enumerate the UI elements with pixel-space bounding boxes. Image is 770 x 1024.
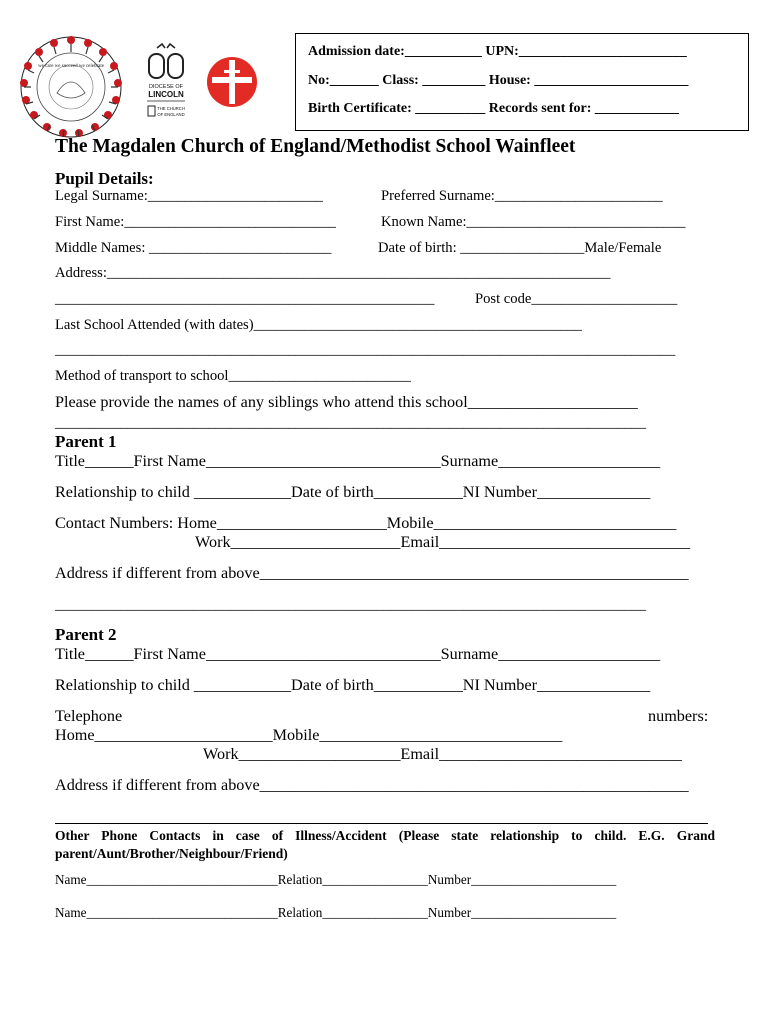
parent2-work-email-row[interactable]: Work____________________Email______________________________	[203, 745, 682, 763]
legal-surname-field[interactable]: Legal Surname:________________________	[55, 188, 323, 204]
first-name-field[interactable]: First Name:_____________________________	[55, 214, 336, 230]
parent2-name-row[interactable]: Title______First Name_____________________________Surname____________________	[55, 645, 661, 663]
parent1-contact-row[interactable]: Contact Numbers: Home_____________________Mobile______________________________	[55, 514, 677, 532]
parent2-home-mobile-row[interactable]: Home______________________Mobile______________________________	[55, 726, 563, 744]
transport-field[interactable]: Method of transport to school_________________________	[55, 368, 411, 384]
school-badge-logo	[17, 33, 125, 141]
middle-names-field[interactable]: Middle Names: _________________________	[55, 240, 332, 256]
other-contact-row-2[interactable]: Name_____________________________Relation________________Number______________________	[55, 905, 617, 920]
siblings-line2-field[interactable]: _________________________________________________________________________________	[55, 415, 647, 431]
methodist-cross-logo	[206, 56, 258, 108]
parent1-heading: Parent 1	[55, 432, 117, 451]
parent1-work-email-row[interactable]: Work_____________________Email_______________________________	[195, 533, 691, 551]
admission-upn-line: Admission date:___________ UPN:________________________	[308, 44, 687, 59]
parent1-address-line2[interactable]: _________________________________________________________________________________	[55, 597, 647, 613]
other-contact-row-1[interactable]: Name_____________________________Relation________________Number______________________	[55, 872, 617, 887]
known-name-field[interactable]: Known Name:______________________________	[381, 214, 686, 230]
parent2-address-row[interactable]: Address if different from above_____________________________________________________	[55, 776, 689, 794]
other-contacts-note: Other Phone Contacts in case of Illness/Accident (Please state relationship to child. E.G. Grand parent/Aunt/Brother/Neighbour/Friend)	[55, 828, 715, 861]
pupil-details-heading: Pupil Details:	[55, 169, 154, 188]
parent1-relationship-row[interactable]: Relationship to child ____________Date of birth___________NI Number______________	[55, 483, 651, 501]
church-text-line2: OF ENGLAND	[157, 112, 185, 117]
last-school-field[interactable]: Last School Attended (with dates)_____________________________________________	[55, 317, 582, 333]
parent1-name-row[interactable]: Title______First Name_____________________________Surname____________________	[55, 452, 661, 470]
diocese-of-lincoln-logo	[143, 42, 189, 124]
school-title: The Magdalen Church of England/Methodist School Wainfleet	[55, 136, 576, 157]
parent2-relationship-row[interactable]: Relationship to child ____________Date of birth___________NI Number______________	[55, 676, 651, 694]
preferred-surname-field[interactable]: Preferred Surname:_______________________	[381, 188, 663, 204]
birth-cert-records-line: Birth Certificate: __________ Records sent for: ____________	[308, 101, 679, 116]
diocese-text-line2: LINCOLN	[148, 90, 184, 99]
church-text-line1: THE CHURCH	[157, 106, 185, 111]
parent2-address-line2[interactable]	[55, 823, 708, 824]
address-line2-field[interactable]: ____________________________________________________	[55, 291, 435, 307]
admin-use-box	[295, 33, 749, 131]
parent2-numbers-label: numbers:	[648, 707, 709, 725]
postcode-field[interactable]: Post code____________________	[475, 291, 678, 307]
dob-gender-field[interactable]: Date of birth: _________________Male/Female	[378, 240, 662, 256]
address-field[interactable]: Address:_____________________________________________________________________	[55, 265, 611, 281]
no-class-house-line: No:_______ Class: _________ House: ______________________	[308, 73, 689, 88]
diocese-text-line1: DIOCESE OF	[149, 84, 183, 90]
badge-ring-text: we care we succeed we celebrate	[38, 64, 104, 69]
last-school-line2-field[interactable]: _____________________________________________________________________________________	[55, 342, 676, 358]
parent1-address-row[interactable]: Address if different from above_____________________________________________________	[55, 564, 689, 582]
parent2-heading: Parent 2	[55, 625, 117, 644]
parent2-telephone-label: Telephone	[55, 707, 123, 725]
siblings-field[interactable]: Please provide the names of any siblings who attend this school_____________________	[55, 393, 638, 411]
